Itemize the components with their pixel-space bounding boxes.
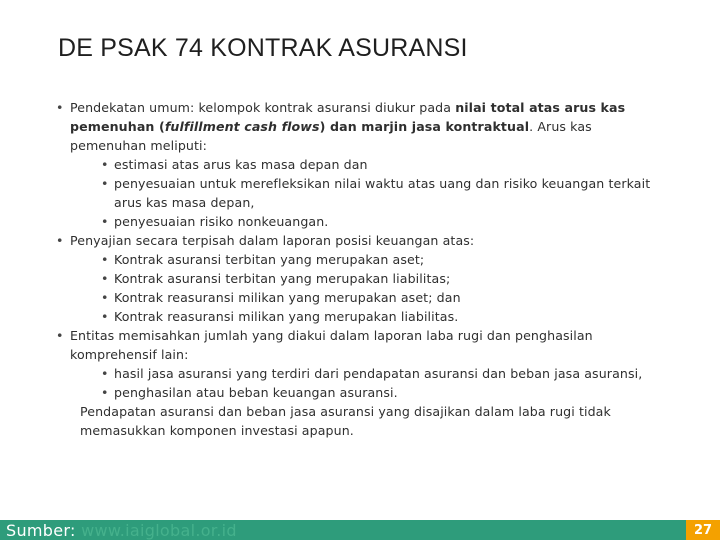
- slide-content: [54, 98, 654, 440]
- footer-source: [6, 521, 237, 540]
- footer-bar: [0, 520, 720, 540]
- slide-title: DE PSAK 74 KONTRAK ASURANSI: [58, 34, 468, 62]
- sub-bullet: • Kontrak reasuransi milikan yang merupakan liabilitas.: [54, 307, 654, 326]
- source-label: Sumber:: [6, 521, 82, 540]
- bullet-general-approach: • Pendekatan umum: kelompok kontrak asuransi diukur pada nilai total atas arus kas pemenuhan (fulfillment cash flows) dan marjin jasa kontraktual. Arus kas pemenuhan meliputi:: [54, 98, 654, 155]
- source-link[interactable]: www.iaiglobal.or.id: [81, 521, 237, 540]
- main-bullet-list: [54, 98, 654, 402]
- sub-bullet: • Kontrak asuransi terbitan yang merupakan liabilitas;: [54, 269, 654, 288]
- sub-bullet: • Kontrak asuransi terbitan yang merupakan aset;: [54, 250, 654, 269]
- bullet-entity-separates: • Entitas memisahkan jumlah yang diakui dalam laporan laba rugi dan penghasilan komprehensif lain:: [54, 326, 654, 364]
- bullet-separate-presentation: • Penyajian secara terpisah dalam laporan posisi keuangan atas:: [54, 231, 654, 250]
- sub-bullet: • penyesuaian risiko nonkeuangan.: [54, 212, 654, 231]
- sub-bullet: • Kontrak reasuransi milikan yang merupakan aset; dan: [54, 288, 654, 307]
- closing-note: Pendapatan asuransi dan beban jasa asuransi yang disajikan dalam laba rugi tidak memasukkan komponen investasi apapun.: [80, 404, 611, 438]
- sub-bullet: • penghasilan atau beban keuangan asuransi.: [54, 383, 654, 402]
- sub-bullet: • hasil jasa asuransi yang terdiri dari pendapatan asuransi dan beban jasa asuransi,: [54, 364, 654, 383]
- page-number-badge: 27: [686, 520, 720, 540]
- sub-bullet: • penyesuaian untuk merefleksikan nilai waktu atas uang dan risiko keuangan terkait arus kas masa depan,: [54, 174, 654, 212]
- sub-bullet: • estimasi atas arus kas masa depan dan: [54, 155, 654, 174]
